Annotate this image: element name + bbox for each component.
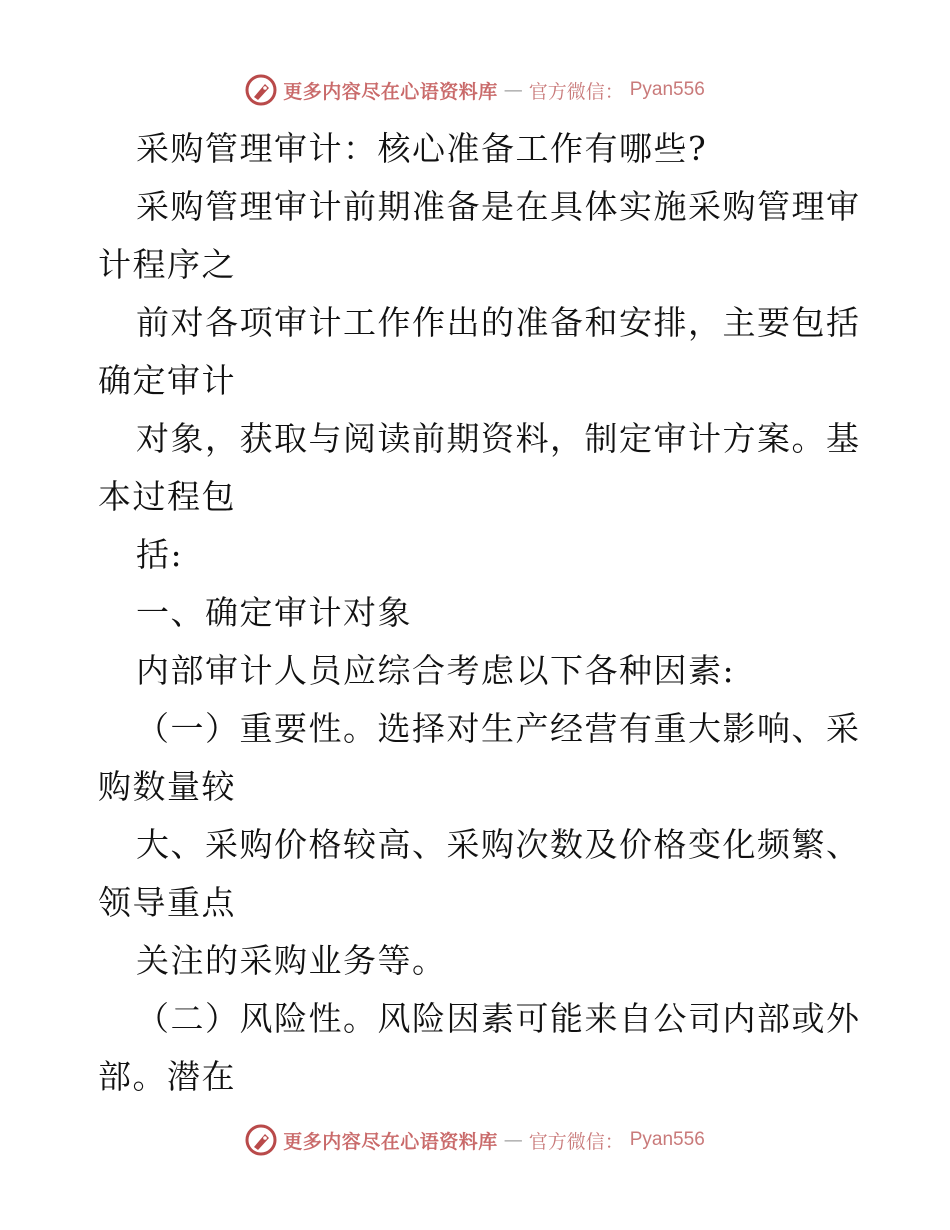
banner-wechat-id: Pyan556	[629, 79, 705, 100]
document-body	[98, 120, 861, 1106]
paragraph-line: 内部审计人员应综合考虑以下各种因素:	[136, 651, 736, 690]
paragraph-line: 计程序之	[98, 245, 236, 284]
banner-content	[245, 1124, 705, 1156]
paragraph-line: 括:	[136, 535, 184, 574]
paragraph-line: 本过程包	[98, 477, 236, 516]
banner-wechat-id: Pyan556	[629, 1129, 705, 1150]
paragraph-line: 采购管理审计前期准备是在具体实施采购管理审	[136, 187, 861, 226]
paragraph-line: 确定审计	[98, 361, 236, 400]
pen-nib-logo-icon	[245, 74, 277, 106]
section-heading: 一、确定审计对象	[136, 593, 412, 632]
pen-nib-logo-icon	[245, 1124, 277, 1156]
banner-wechat-label: 官方微信：	[528, 80, 624, 103]
paragraph-line: （一）重要性。选择对生产经营有重大影响、采	[136, 709, 861, 748]
paragraph-line: 领导重点	[98, 883, 236, 922]
banner-wechat-label: 官方微信：	[528, 1130, 624, 1153]
paragraph-line: 对象，获取与阅读前期资料，制定审计方案。基	[136, 419, 861, 458]
document-title: 采购管理审计：核心准备工作有哪些?	[136, 129, 708, 168]
banner-site-text: 更多内容尽在心语资料库	[283, 80, 498, 103]
banner-dash: —	[503, 1129, 523, 1151]
banner-dash: —	[503, 79, 523, 101]
banner-content	[245, 74, 705, 106]
paragraph-line: 部。潜在	[98, 1057, 236, 1096]
banner-site-text: 更多内容尽在心语资料库	[283, 1130, 498, 1153]
footer-watermark-banner	[0, 1120, 950, 1160]
header-watermark-banner	[0, 70, 950, 110]
paragraph-line: 关注的采购业务等。	[136, 941, 447, 980]
paragraph-line: （二）风险性。风险因素可能来自公司内部或外	[136, 999, 861, 1038]
paragraph-line: 前对各项审计工作作出的准备和安排，主要包括	[136, 303, 861, 342]
paragraph-line: 大、采购价格较高、采购次数及价格变化频繁、	[136, 825, 861, 864]
paragraph-line: 购数量较	[98, 767, 236, 806]
